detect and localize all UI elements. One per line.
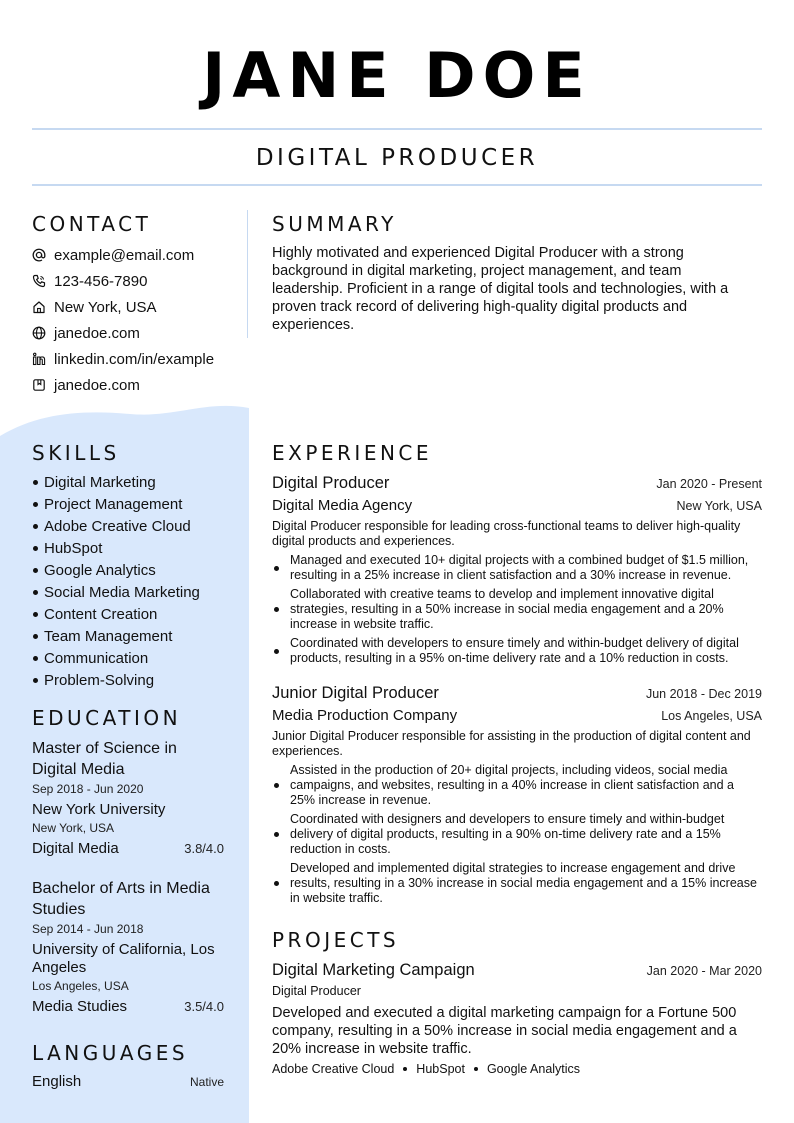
contact-heading: CONTACT: [32, 212, 152, 236]
edu-school: New York University: [32, 801, 166, 818]
list-item: [32, 471, 200, 493]
languages-heading: LANGUAGES: [32, 1041, 189, 1065]
job-bullets: [272, 763, 762, 906]
globe-icon: [32, 326, 46, 340]
job-company: Digital Media Agency: [272, 497, 413, 514]
project-entry: [272, 960, 762, 1076]
contact-linkedin-text: linkedin.com/in/example: [54, 350, 215, 368]
candidate-role: DIGITAL PRODUCER: [255, 145, 539, 171]
skill-label: Content Creation: [44, 605, 158, 623]
separator-dot: [403, 1067, 407, 1071]
contact-website[interactable]: [32, 320, 214, 346]
project-tool: Google Analytics: [486, 1062, 581, 1076]
bullet-dot: [33, 480, 38, 485]
edu-dates: Sep 2014 - Jun 2018: [32, 922, 144, 936]
list-item: [272, 553, 762, 583]
bullet-dot: [274, 566, 279, 571]
contact-website-text: janedoe.com: [54, 324, 140, 342]
separator-dot: [474, 1067, 478, 1071]
language-item: [32, 1073, 224, 1090]
project-role: Digital Producer: [272, 984, 361, 998]
list-item: [32, 669, 200, 691]
job-location: Los Angeles, USA: [661, 709, 762, 723]
bullet-text: Managed and executed 10+ digital projects with a combined budget of $1.5 million, resulting in a 25% increase in client satisfaction and a 30% increase in revenue.: [290, 553, 749, 582]
job-title: Junior Digital Producer: [272, 684, 439, 702]
candidate-name: JANE DOE: [202, 39, 592, 112]
job-company: Media Production Company: [272, 707, 458, 724]
list-item: [32, 647, 200, 669]
contact-email-text: example@email.com: [54, 246, 195, 264]
summary-heading: SUMMARY: [272, 212, 397, 236]
education-entry: [32, 878, 224, 1015]
phone-icon: [32, 274, 46, 288]
contact-linkedin[interactable]: [32, 346, 214, 372]
column-divider: [247, 210, 248, 338]
list-item: [32, 625, 200, 647]
portfolio-icon: [32, 378, 46, 392]
bullet-dot: [33, 502, 38, 507]
bullet-dot: [274, 783, 279, 788]
skill-label: Adobe Creative Cloud: [44, 517, 191, 535]
list-item: [272, 636, 762, 666]
bullet-dot: [274, 649, 279, 654]
experience-heading: EXPERIENCE: [272, 441, 433, 465]
bullet-text: Assisted in the production of 20+ digital projects, including videos, social media campaigns, and websites, resulting in a 40% increase in client satisfaction and a 25% increase in revenue.: [290, 763, 735, 807]
skill-label: Problem-Solving: [44, 671, 155, 689]
bullet-dot: [33, 656, 38, 661]
list-item: [272, 812, 762, 857]
list-item: [32, 493, 200, 515]
list-item: [32, 603, 200, 625]
list-item: [272, 763, 762, 808]
skill-label: Project Management: [44, 495, 183, 513]
skill-label: Digital Marketing: [44, 473, 156, 491]
bullet-dot: [33, 546, 38, 551]
linkedin-icon: [32, 352, 46, 366]
bullet-dot: [33, 678, 38, 683]
job-description: Digital Producer responsible for leading cross-functional teams to deliver high-quality digital products and experiences.: [272, 519, 741, 548]
project-title: Digital Marketing Campaign: [272, 961, 475, 979]
edu-degree: Master of Science in Digital Media: [32, 740, 177, 778]
list-item: [32, 559, 200, 581]
bullet-text: Coordinated with designers and developers to ensure timely and within-budget delivery of digital products, resulting in a 90% on-time delivery rate and a 15% reduction in costs.: [290, 812, 725, 856]
edu-degree: Bachelor of Arts in Media Studies: [32, 880, 210, 918]
contact-portfolio-text: janedoe.com: [54, 376, 140, 394]
bullet-dot: [33, 524, 38, 529]
bullet-dot: [33, 612, 38, 617]
language-level: Native: [189, 1075, 224, 1089]
list-item: [32, 581, 200, 603]
education-entry: [32, 738, 224, 857]
project-tool: HubSpot: [416, 1062, 465, 1076]
edu-field: Media Studies: [32, 998, 128, 1015]
edu-location: New York, USA: [32, 821, 115, 835]
language-name: English: [32, 1073, 82, 1090]
job-bullets: [272, 553, 762, 666]
contact-email[interactable]: [32, 242, 214, 268]
skill-label: Google Analytics: [44, 561, 156, 579]
bullet-dot: [33, 634, 38, 639]
skill-label: Team Management: [44, 627, 173, 645]
contact-phone[interactable]: [32, 268, 214, 294]
skills-list: [32, 471, 200, 691]
header-bottom-rule: [32, 184, 762, 186]
education-heading: EDUCATION: [32, 706, 182, 730]
job-dates: Jun 2018 - Dec 2019: [645, 687, 762, 701]
at-icon: [32, 248, 46, 262]
job-location: New York, USA: [676, 499, 762, 513]
experience-entry: [272, 683, 762, 910]
bullet-dot: [33, 568, 38, 573]
header-top-rule: [32, 128, 762, 130]
skill-label: Social Media Marketing: [44, 583, 200, 601]
job-description: Junior Digital Producer responsible for assisting in the production of digital content and experiences.: [272, 729, 751, 758]
projects-heading: PROJECTS: [272, 928, 400, 952]
bullet-text: Collaborated with creative teams to develop and implement innovative digital strategies, resulting in a 50% increase in social media engagement and a 20% increase in website traffic.: [290, 587, 724, 631]
edu-field: Digital Media: [32, 840, 119, 857]
project-description: Developed and executed a digital marketing campaign for a Fortune 500 company, resulting in a 50% increase in social media engagement and a 20% increase in website traffic.: [272, 1005, 737, 1057]
project-dates: Jan 2020 - Mar 2020: [646, 964, 762, 978]
contact-portfolio[interactable]: [32, 372, 214, 398]
bullet-dot: [274, 881, 279, 886]
job-dates: Jan 2020 - Present: [656, 477, 762, 491]
list-item: [272, 861, 762, 906]
edu-dates: Sep 2018 - Jun 2020: [32, 782, 144, 796]
experience-entry: [272, 473, 762, 670]
contact-location-text: New York, USA: [54, 298, 157, 316]
bullet-text: Coordinated with developers to ensure timely and within-budget delivery of digital products, resulting in a 95% on-time delivery rate and a 10% reduction in costs.: [290, 636, 739, 665]
contact-list: [32, 242, 214, 398]
bullet-dot: [33, 590, 38, 595]
edu-school: University of California, Los Angeles: [32, 941, 215, 976]
edu-gpa: 3.5/4.0: [184, 999, 224, 1014]
project-tools: [272, 1062, 762, 1076]
edu-location: Los Angeles, USA: [32, 979, 129, 993]
list-item: [32, 515, 200, 537]
project-tool: Adobe Creative Cloud: [272, 1062, 395, 1076]
edu-gpa: 3.8/4.0: [184, 841, 224, 856]
skills-heading: SKILLS: [32, 441, 120, 465]
skill-label: Communication: [44, 649, 149, 667]
contact-location: [32, 294, 214, 320]
contact-phone-text: 123-456-7890: [54, 272, 148, 290]
bullet-dot: [274, 832, 279, 837]
list-item: [272, 587, 762, 632]
bullet-text: Developed and implemented digital strategies to increase engagement and drive results, resulting in a 30% increase in social media engagement and a 15% increase in website traffic.: [290, 861, 757, 905]
job-title: Digital Producer: [272, 474, 390, 492]
home-icon: [32, 300, 46, 314]
summary-text: Highly motivated and experienced Digital Producer with a strong background in digital marketing, project management, and team leadership. Proficient in a range of digital tools and technologies, with a proven track record of delivering high-quality digital products and experiences.: [272, 245, 729, 333]
list-item: [32, 537, 200, 559]
skill-label: HubSpot: [44, 539, 103, 557]
bullet-dot: [274, 607, 279, 612]
